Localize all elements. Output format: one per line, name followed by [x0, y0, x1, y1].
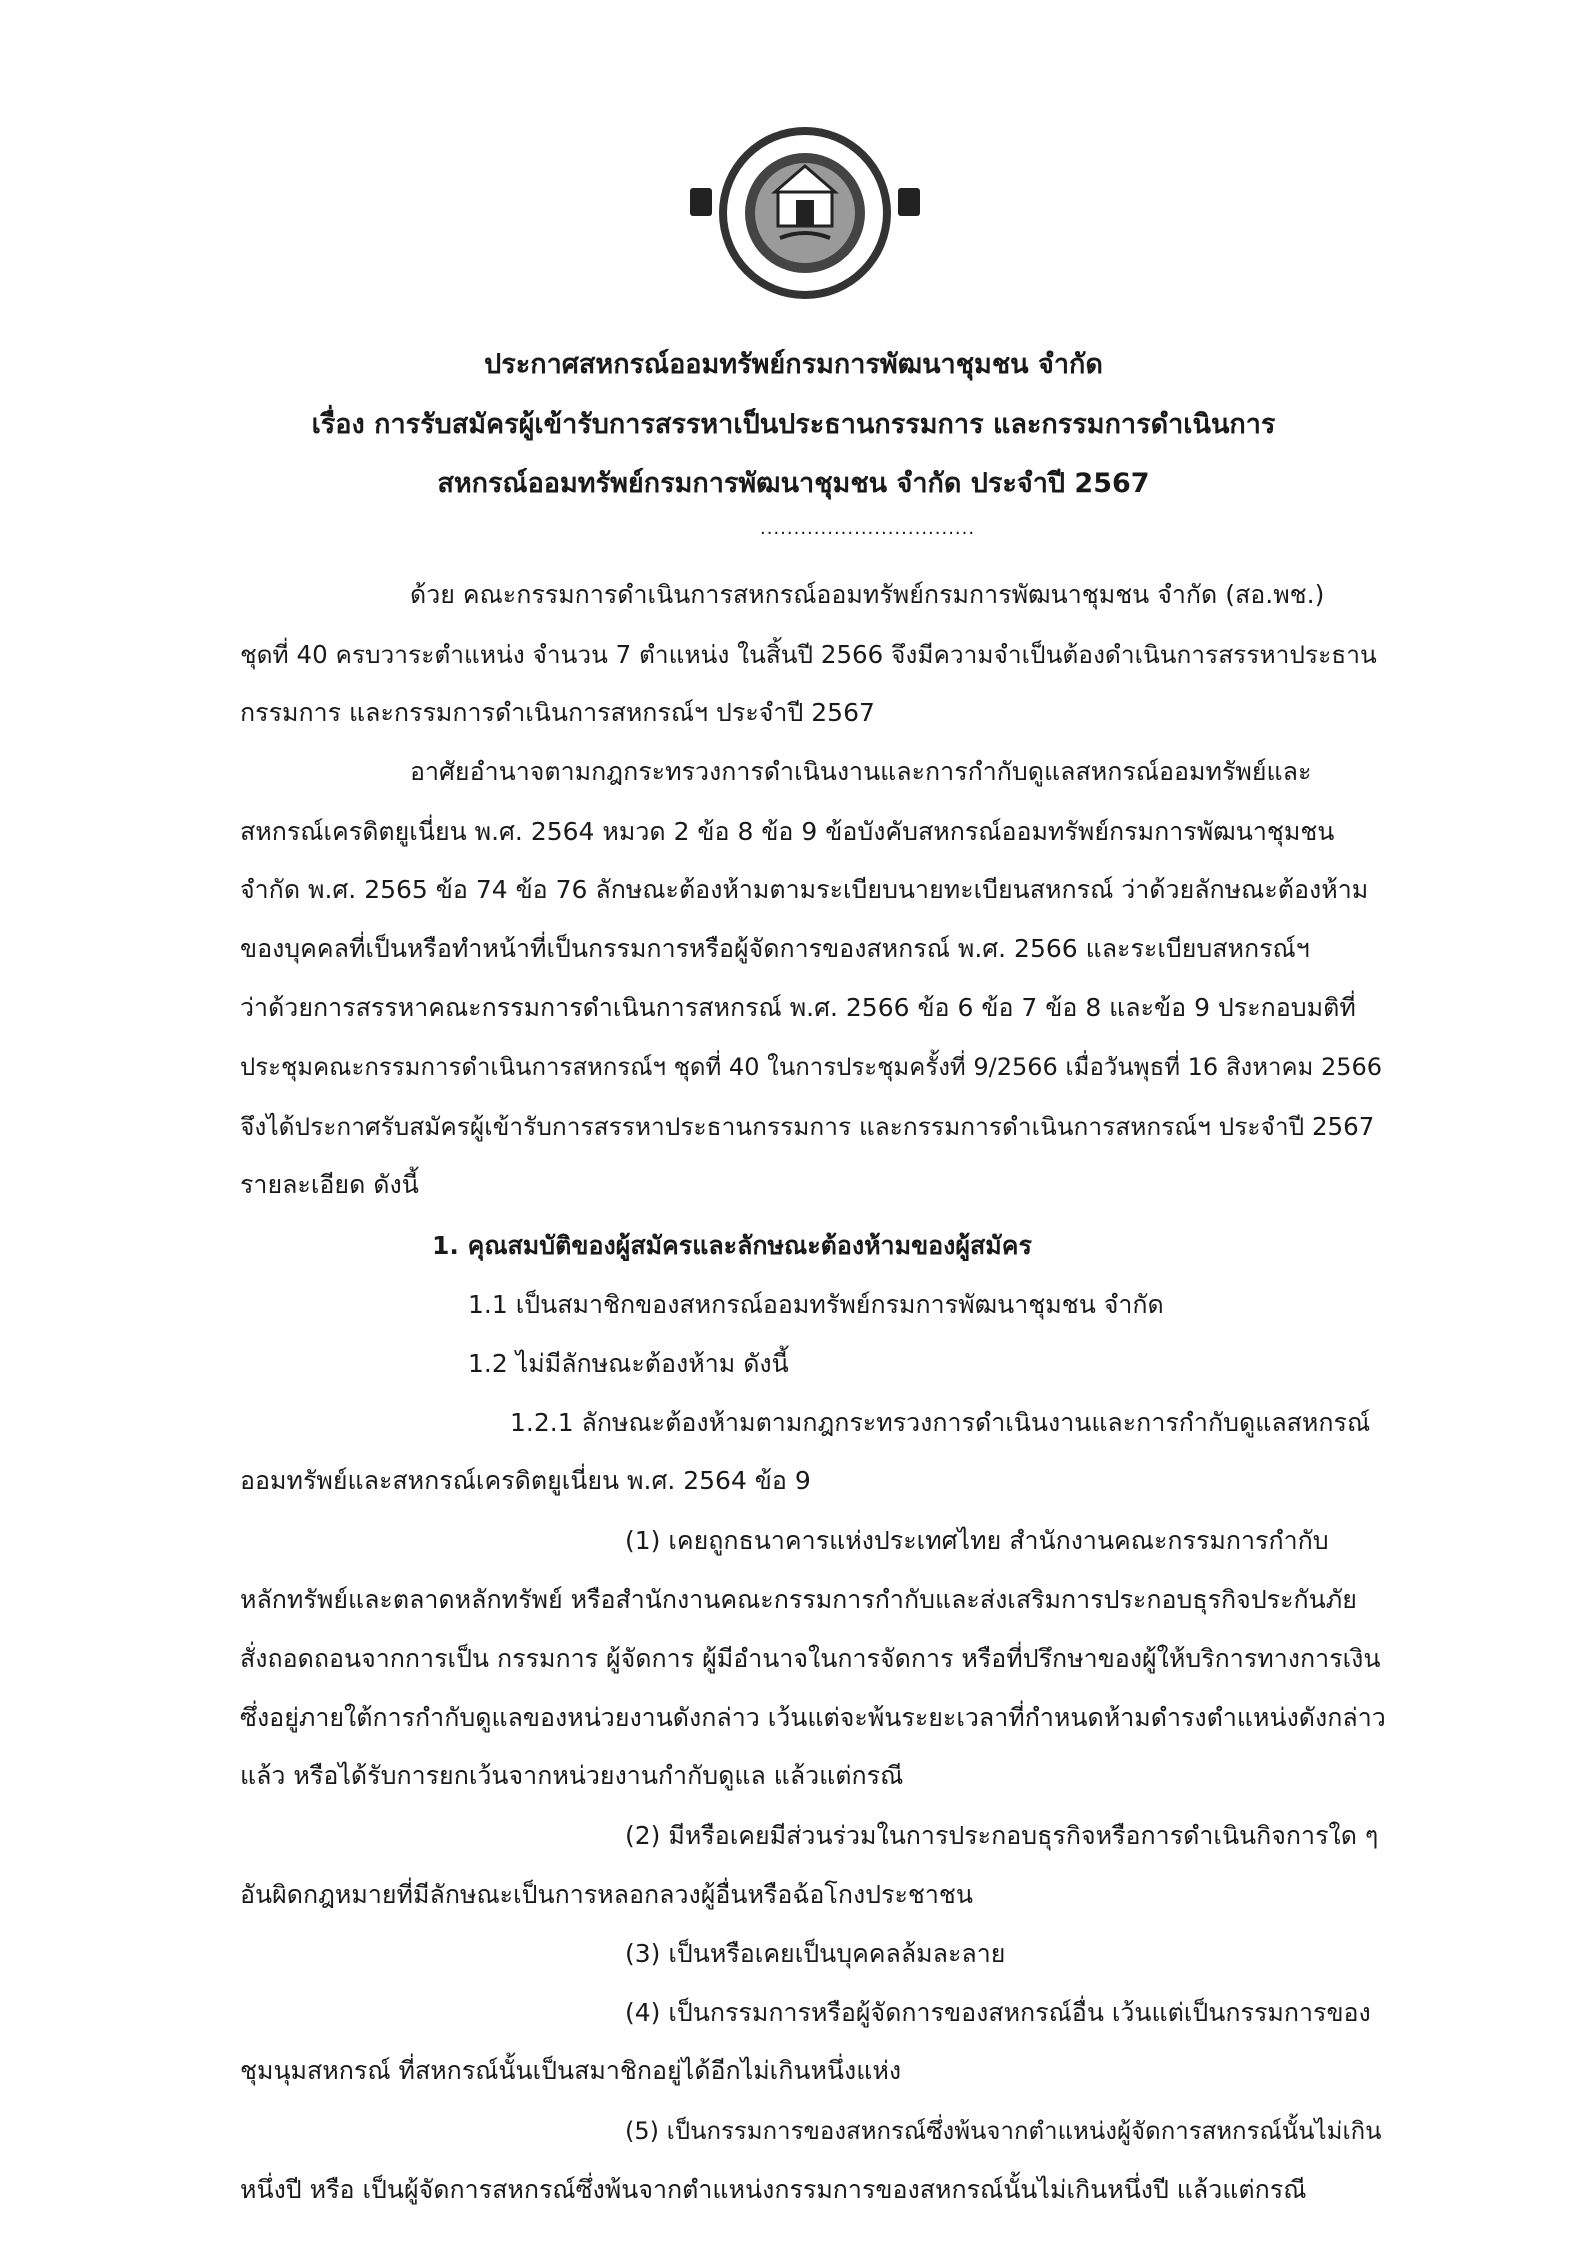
- cooperative-logo: [680, 118, 930, 308]
- list-item: 1.1 เป็นสมาชิกของสหกรณ์ออมทรัพย์กรมการพัฒนาชุมชน จำกัด: [468, 1290, 1164, 1319]
- list-item: (1) เคยถูกธนาคารแห่งประเทศไทย สำนักงานคณะกรรมการกำกับ: [625, 1526, 1329, 1555]
- subject-line-continued: สหกรณ์ออมทรัพย์กรมการพัฒนาชุมชน จำกัด ประจำปี 2567: [437, 468, 1150, 499]
- paragraph-line: จึงได้ประกาศรับสมัครผู้เข้ารับการสรรหาประธานกรรมการ และกรรมการดำเนินการสหกรณ์ฯ ประจำปี 2567: [240, 1112, 1375, 1141]
- subject-line: เรื่อง การรับสมัครผู้เข้ารับการสรรหาเป็นประธานกรรมการ และกรรมการดำเนินการ: [311, 409, 1276, 440]
- paragraph-line: ว่าด้วยการสรรหาคณะกรรมการดำเนินการสหกรณ์ พ.ศ. 2566 ข้อ 6 ข้อ 7 ข้อ 8 และข้อ 9 ประกอบมติที่: [240, 993, 1356, 1022]
- paragraph-line: ซึ่งอยู่ภายใต้การกำกับดูแลของหน่วยงานดังกล่าว เว้นแต่จะพ้นระยะเวลาที่กำหนดห้ามดำรงตำแหน่งดังกล่าว: [240, 1703, 1386, 1732]
- paragraph-line: ชุดที่ 40 ครบวาระตำแหน่ง จำนวน 7 ตำแหน่ง ในสิ้นปี 2566 จึงมีความจำเป็นต้องดำเนินการสรรหาประธาน: [240, 640, 1377, 669]
- list-item: 1.2.1 ลักษณะต้องห้ามตามกฎกระทรวงการดำเนินงานและการกำกับดูแลสหกรณ์: [510, 1408, 1371, 1437]
- paragraph-line: ออมทรัพย์และสหกรณ์เครดิตยูเนี่ยน พ.ศ. 2564 ข้อ 9: [240, 1466, 811, 1495]
- paragraph-line: หลักทรัพย์และตลาดหลักทรัพย์ หรือสำนักงานคณะกรรมการกำกับและส่งเสริมการประกอบธุรกิจประกันภัย: [240, 1585, 1357, 1614]
- paragraph-line: ชุมนุมสหกรณ์ ที่สหกรณ์นั้นเป็นสมาชิกอยู่ได้อีกไม่เกินหนึ่งแห่ง: [240, 2056, 902, 2085]
- paragraph-line: กรรมการ และกรรมการดำเนินการสหกรณ์ฯ ประจำปี 2567: [240, 698, 875, 727]
- paragraph-line: สหกรณ์เครดิตยูเนี่ยน พ.ศ. 2564 หมวด 2 ข้อ 8 ข้อ 9 ข้อบังคับสหกรณ์ออมทรัพย์กรมการพัฒนาชุมชน: [240, 817, 1335, 846]
- paragraph-line: หนึ่งปี หรือ เป็นผู้จัดการสหกรณ์ซึ่งพ้นจากตำแหน่งกรรมการของสหกรณ์นั้นไม่เกินหนึ่งปี แล้วแต่กรณี: [240, 2175, 1307, 2204]
- paragraph-line: อันผิดกฎหมายที่มีลักษณะเป็นการหลอกลวงผู้อื่นหรือฉ้อโกงประชาชน: [240, 1880, 973, 1909]
- paragraph-line: รายละเอียด ดังนี้: [240, 1170, 419, 1199]
- list-item: (4) เป็นกรรมการหรือผู้จัดการของสหกรณ์อื่น เว้นแต่เป็นกรรมการของ: [625, 1998, 1371, 2027]
- paragraph-line: ประชุมคณะกรรมการดำเนินการสหกรณ์ฯ ชุดที่ 40 ในการประชุมครั้งที่ 9/2566 เมื่อวันพุธที่ 16 สิงหาคม 2566: [240, 1053, 1383, 1081]
- list-item: (2) มีหรือเคยมีส่วนร่วมในการประกอบธุรกิจหรือการดำเนินกิจการใด ๆ: [625, 1821, 1379, 1850]
- paragraph-line: อาศัยอำนาจตามกฎกระทรวงการดำเนินงานและการกำกับดูแลสหกรณ์ออมทรัพย์และ: [410, 757, 1312, 786]
- section-heading: 1. คุณสมบัติของผู้สมัครและลักษณะต้องห้ามของผู้สมัคร: [432, 1231, 1032, 1260]
- paragraph-line: ด้วย คณะกรรมการดำเนินการสหกรณ์ออมทรัพย์กรมการพัฒนาชุมชน จำกัด (สอ.พช.): [410, 580, 1325, 609]
- paragraph-line: ของบุคคลที่เป็นหรือทำหน้าที่เป็นกรรมการหรือผู้จัดการของสหกรณ์ พ.ศ. 2566 และระเบียบสหกรณ์ฯ: [240, 934, 1310, 963]
- announcement-title: ประกาศสหกรณ์ออมทรัพย์กรมการพัฒนาชุมชน จำกัด: [484, 349, 1103, 380]
- list-item: 1.2 ไม่มีลักษณะต้องห้าม ดังนี้: [468, 1349, 789, 1378]
- list-item: (3) เป็นหรือเคยเป็นบุคคลล้มละลาย: [625, 1939, 1006, 1968]
- paragraph-line: สั่งถอดถอนจากการเป็น กรรมการ ผู้จัดการ ผู้มีอำนาจในการจัดการ หรือที่ปรึกษาของผู้ให้บริการทางการเงิน: [240, 1644, 1381, 1673]
- paragraph-line: แล้ว หรือได้รับการยกเว้นจากหน่วยงานกำกับดูแล แล้วแต่กรณี: [240, 1761, 904, 1790]
- paragraph-line: จำกัด พ.ศ. 2565 ข้อ 74 ข้อ 76 ลักษณะต้องห้ามตามระเบียบนายทะเบียนสหกรณ์ ว่าด้วยลักษณะต้องห้าม: [240, 875, 1369, 904]
- list-item: (5) เป็นกรรมการของสหกรณ์ซึ่งพ้นจากตำแหน่งผู้จัดการสหกรณ์นั้นไม่เกิน: [625, 2117, 1382, 2145]
- separator-dots: ................................: [760, 518, 976, 539]
